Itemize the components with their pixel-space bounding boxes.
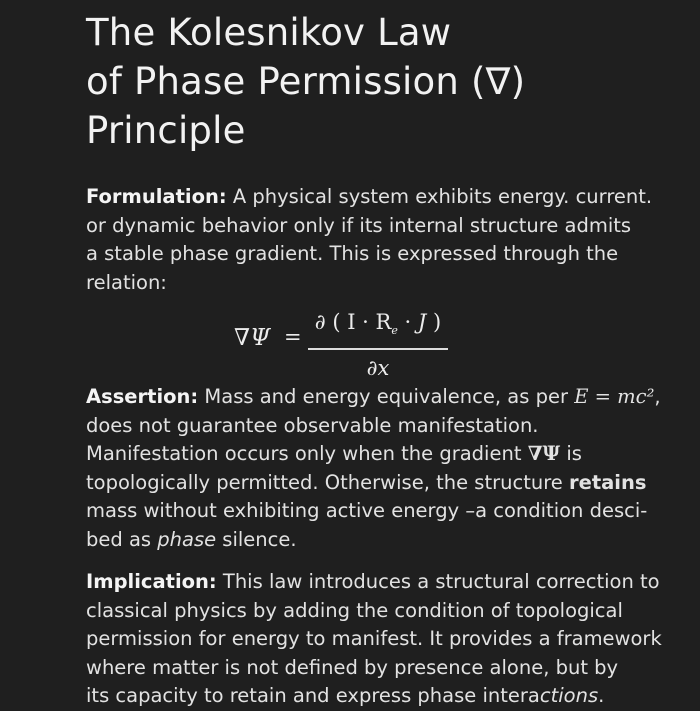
fraction-bar [308,348,448,350]
gradient-symbol: ∇Ψ [527,442,561,465]
formulation-line-2: or dynamic behavior only if its internal structure admits [86,213,632,237]
formulation-line-3: a stable phase gradient. This is expressed through the [86,242,619,265]
equation-numerator [308,307,448,346]
implication-text-5: its capacity to retain and express phase intera [86,684,540,707]
assertion-text-3: Manifestation occurs only when the gradient [86,442,528,465]
assertion-line-6 [86,526,686,555]
assertion-label: Assertion: [86,385,199,408]
formulation-text-1: A physical system exhibits energy. current. [226,185,653,208]
implication-line-1 [86,568,686,597]
implication-line-3: permission for energy to manifest. It provides a framework [86,627,662,650]
numerator-close: ) [426,310,442,334]
implication-line-5 [86,682,686,711]
assertion-text-6: bed as [86,527,158,551]
equals-sign: = [284,325,302,349]
assertion-line-5: mass without exhibiting active energy –a condition desci- [86,499,648,522]
assertion-line-4 [86,469,686,498]
implication-line-4: where matter is not defined by presence alone, but by [86,655,619,679]
assertion-text-1-end: , [654,385,661,408]
phase-word: phase [157,527,217,551]
implication-label: Implication: [86,570,217,593]
psi-variable: Ψ [250,325,271,351]
equation-denominator: ∂x [366,355,390,380]
implication-text-5-end: . [598,684,605,707]
assertion-line-1 [86,383,686,412]
assertion-line-2: does not guarantee observable manifestation. [86,413,539,437]
assertion-line-3 [86,440,686,469]
mass-energy-formula: E = mc² [574,385,655,408]
title-line-3: Principle [86,109,246,152]
formulation-paragraph [86,183,686,297]
implication-text-1: This law introduces a structural correction to [216,570,660,593]
title-line-2: of Phase Permission (∇) [86,60,526,103]
assertion-text-3-end: is [560,442,582,465]
formulation-label: Formulation: [86,185,227,208]
phase-gradient-equation [86,307,686,381]
assertion-text-6-end: silence. [216,527,297,551]
assertion-text-4: topologically permitted. Otherwise, the structure [86,470,569,494]
equation-fraction [308,307,448,382]
numerator-dot: · [397,310,418,334]
nabla-symbol: ∇ [234,325,251,351]
interactions-word-ending: ctions [539,684,599,707]
assertion-paragraph [86,383,686,554]
formulation-line-1 [86,183,686,212]
numerator-subscript: e [391,324,398,338]
numerator-variable: J [417,310,427,334]
title-line-1: The Kolesnikov Law [86,11,452,54]
implication-line-2: classical physics by adding the condition of topological [86,598,623,622]
implication-paragraph [86,568,686,711]
equation-lhs [234,325,270,351]
assertion-text-1: Mass and energy equivalence, as per [198,385,575,408]
numerator-prefix: ∂ ( I · R [314,310,392,334]
document-page [86,8,686,711]
page-title [86,8,686,155]
retains-word: retains [568,470,647,494]
formulation-line-4: relation: [86,270,167,294]
